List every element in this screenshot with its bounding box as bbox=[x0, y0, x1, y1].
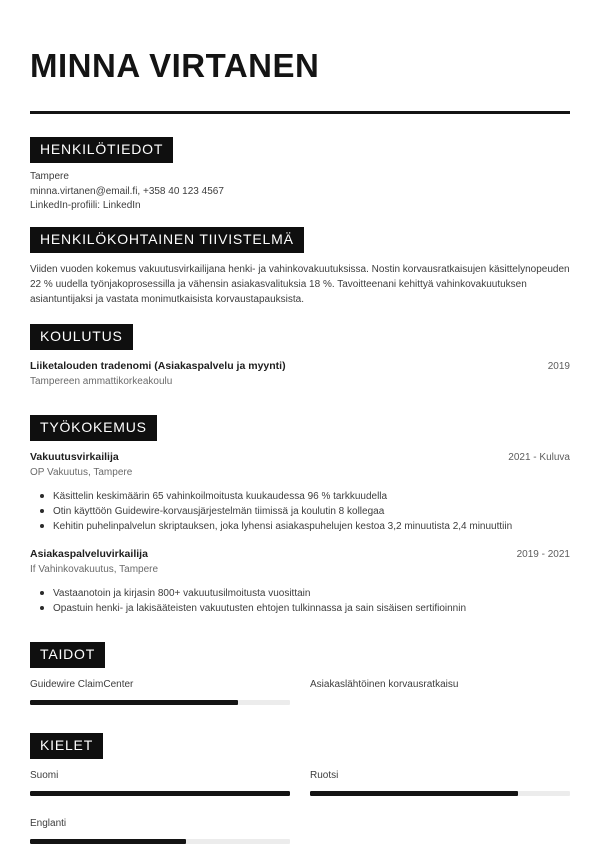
section-experience bbox=[30, 415, 570, 616]
language-level-fill bbox=[30, 839, 186, 844]
job-entry bbox=[30, 450, 570, 534]
job-bullet bbox=[40, 601, 570, 616]
language-level-bar bbox=[30, 839, 290, 844]
bullet-dot-icon bbox=[40, 524, 44, 528]
language-level-fill bbox=[310, 791, 518, 796]
languages-grid bbox=[30, 769, 570, 844]
job-bullet bbox=[40, 519, 570, 534]
job-bullet-text: Otin käyttöön Guidewire-korvausjärjestelmän tiimissä ja koulutin 8 kollegaa bbox=[53, 505, 385, 517]
job-company: OP Vakuutus, Tampere bbox=[30, 466, 133, 478]
education-school: Tampereen ammattikorkeakoulu bbox=[30, 375, 173, 387]
summary-text: Viiden vuoden kokemus vakuutusvirkailijana henki- ja vahinkovakuutuksissa. Nostin korvausratkaisujen käsittelynopeuden 22 % uudella työnjakoprosessilla ja vähensin asiakasvalituksia 18 %. Tavoitteenani kehittyä vahinkovakuutuksen asiantuntijaksi ja vastata monimutkaisista korvaustapauksista. bbox=[30, 263, 570, 305]
skill-level-bar bbox=[30, 700, 290, 705]
job-entry bbox=[30, 547, 570, 616]
job-entry-head bbox=[30, 547, 570, 562]
section-summary bbox=[30, 227, 570, 307]
language-name: Englanti bbox=[30, 817, 67, 829]
skill-name: Asiakaslähtöinen korvausratkaisu bbox=[310, 678, 459, 690]
job-role: Vakuutusvirkailija bbox=[30, 450, 119, 463]
education-degree: Liiketalouden tradenomi (Asiakaspalvelu ja myynti) bbox=[30, 359, 286, 372]
skill-level-fill bbox=[30, 700, 238, 705]
education-entry bbox=[30, 359, 570, 389]
skill-item bbox=[30, 678, 290, 705]
language-level-bar bbox=[30, 791, 290, 796]
section-title-languages: KIELET bbox=[30, 733, 103, 759]
contact-email-phone: minna.virtanen@email.fi, +358 40 123 4567 bbox=[30, 185, 224, 197]
job-bullet-list bbox=[30, 489, 570, 534]
section-title-skills: TAIDOT bbox=[30, 642, 105, 668]
education-entry-head bbox=[30, 359, 570, 374]
skill-name: Guidewire ClaimCenter bbox=[30, 678, 134, 690]
language-level-bar bbox=[310, 791, 570, 796]
bullet-dot-icon bbox=[40, 606, 44, 610]
section-title-summary: HENKILÖKOHTAINEN TIIVISTELMÄ bbox=[30, 227, 304, 253]
section-title-experience: TYÖKOKEMUS bbox=[30, 415, 157, 441]
job-date: 2019 - 2021 bbox=[516, 548, 570, 560]
person-name: MINNA VIRTANEN bbox=[30, 47, 320, 84]
skill-item bbox=[310, 678, 570, 705]
bullet-dot-icon bbox=[40, 494, 44, 498]
job-entry-head bbox=[30, 450, 570, 465]
section-title-personal-info: HENKILÖTIEDOT bbox=[30, 137, 173, 163]
section-education bbox=[30, 324, 570, 389]
language-name: Ruotsi bbox=[310, 769, 339, 781]
bullet-dot-icon bbox=[40, 591, 44, 595]
bullet-dot-icon bbox=[40, 509, 44, 513]
language-item bbox=[30, 769, 290, 796]
skills-grid bbox=[30, 678, 570, 705]
language-level-fill bbox=[30, 791, 290, 796]
job-bullet-text: Kehitin puhelinpalvelun skriptauksen, joka lyhensi asiakaspuhelujen kestoa 3,2 minuutista 2,4 minuuttiin bbox=[53, 520, 513, 532]
header-divider bbox=[30, 111, 570, 114]
job-role: Asiakaspalveluvirkailija bbox=[30, 547, 148, 560]
job-bullet-text: Vastaanotoin ja kirjasin 800+ vakuutusilmoitusta vuosittain bbox=[53, 587, 311, 599]
section-languages bbox=[30, 733, 570, 844]
education-date: 2019 bbox=[547, 360, 570, 372]
job-company: If Vahinkovakuutus, Tampere bbox=[30, 563, 159, 575]
job-bullet bbox=[40, 489, 570, 504]
section-skills bbox=[30, 642, 570, 705]
language-item bbox=[310, 769, 570, 796]
language-item bbox=[30, 817, 290, 844]
contact-linkedin: LinkedIn-profiili: LinkedIn bbox=[30, 200, 141, 211]
job-date: 2021 - Kuluva bbox=[508, 451, 570, 463]
language-name: Suomi bbox=[30, 769, 59, 781]
job-bullet-text: Käsittelin keskimäärin 65 vahinkoilmoitusta kuukaudessa 96 % tarkkuudella bbox=[53, 490, 388, 502]
contact-block bbox=[30, 170, 570, 214]
section-title-education: KOULUTUS bbox=[30, 324, 133, 350]
job-bullet bbox=[40, 504, 570, 519]
job-bullet-text: Opastuin henki- ja lakisääteisten vakuutusten ehtojen tulkinnassa ja sain sisäisen sertifioinnin bbox=[53, 602, 467, 614]
contact-location: Tampere bbox=[30, 171, 69, 182]
job-bullet bbox=[40, 586, 570, 601]
job-bullet-list bbox=[30, 586, 570, 616]
section-personal-info bbox=[30, 137, 570, 214]
